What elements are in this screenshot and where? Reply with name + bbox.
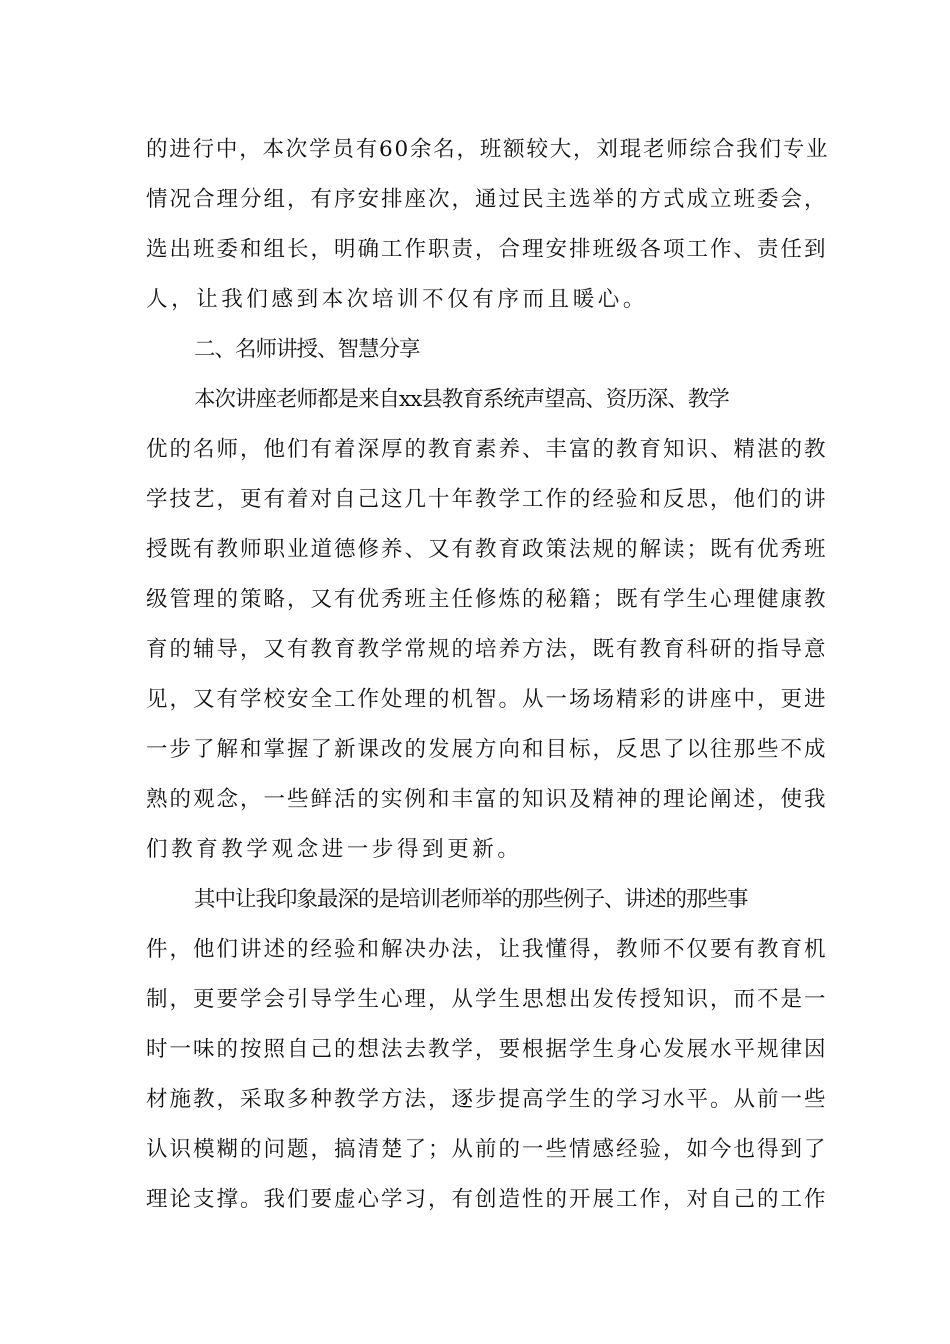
paragraph-line: 学技艺，更有着对自己这几十年教学工作的经验和反思，他们的讲 (146, 487, 828, 512)
paragraph-line: 的进行中，本次学员有60余名，班额较大，刘琨老师综合我们专业 (146, 137, 830, 162)
paragraph-line: 本次讲座老师都是来自xx县教育系统声望高、资历深、教学 (194, 387, 729, 412)
paragraph-line: 时一味的按照自己的想法去教学，要根据学生身心发展水平规律因 (146, 1037, 828, 1062)
paragraph-line: 级管理的策略，又有优秀班主任修炼的秘籍；既有学生心理健康教 (146, 587, 828, 612)
paragraph-line: 熟的观念，一些鲜活的实例和丰富的知识及精神的理论阐述，使我 (146, 787, 828, 812)
section-heading: 二、名师讲授、智慧分享 (194, 337, 420, 362)
paragraph-line: 见，又有学校安全工作处理的机智。从一场场精彩的讲座中，更进 (146, 687, 828, 712)
paragraph-line: 件，他们讲述的经验和解决办法，让我懂得，教师不仅要有教育机 (146, 937, 828, 962)
paragraph-line: 材施教，采取多种教学方法，逐步提高学生的学习水平。从前一些 (146, 1087, 828, 1112)
paragraph-line: 们教育教学观念进一步得到更新。 (146, 837, 523, 862)
paragraph-line: 育的辅导，又有教育教学常规的培养方法，既有教育科研的指导意 (146, 637, 828, 662)
paragraph-line: 优的名师，他们有着深厚的教育素养、丰富的教育知识、精湛的教 (146, 437, 828, 462)
paragraph-line: 选出班委和组长，明确工作职责，合理安排班级各项工作、责任到 (146, 237, 828, 262)
paragraph-line: 情况合理分组，有序安排座次，通过民主选举的方式成立班委会， (146, 187, 828, 212)
paragraph-line: 授既有教师职业道德修养、又有教育政策法规的解读；既有优秀班 (146, 537, 828, 562)
paragraph-line: 理论支撑。我们要虚心学习，有创造性的开展工作，对自己的工作 (146, 1187, 828, 1212)
paragraph-line: 一步了解和掌握了新课改的发展方向和目标，反思了以往那些不成 (146, 737, 828, 762)
paragraph-line: 认识模糊的问题，搞清楚了；从前的一些情感经验，如今也得到了 (146, 1137, 828, 1162)
paragraph-line: 制，更要学会引导学生心理，从学生思想出发传授知识，而不是一 (146, 987, 828, 1012)
paragraph-line: 人，让我们感到本次培训不仅有序而且暖心。 (146, 287, 649, 312)
paragraph-line: 其中让我印象最深的是培训老师举的那些例子、讲述的那些事 (194, 887, 748, 912)
